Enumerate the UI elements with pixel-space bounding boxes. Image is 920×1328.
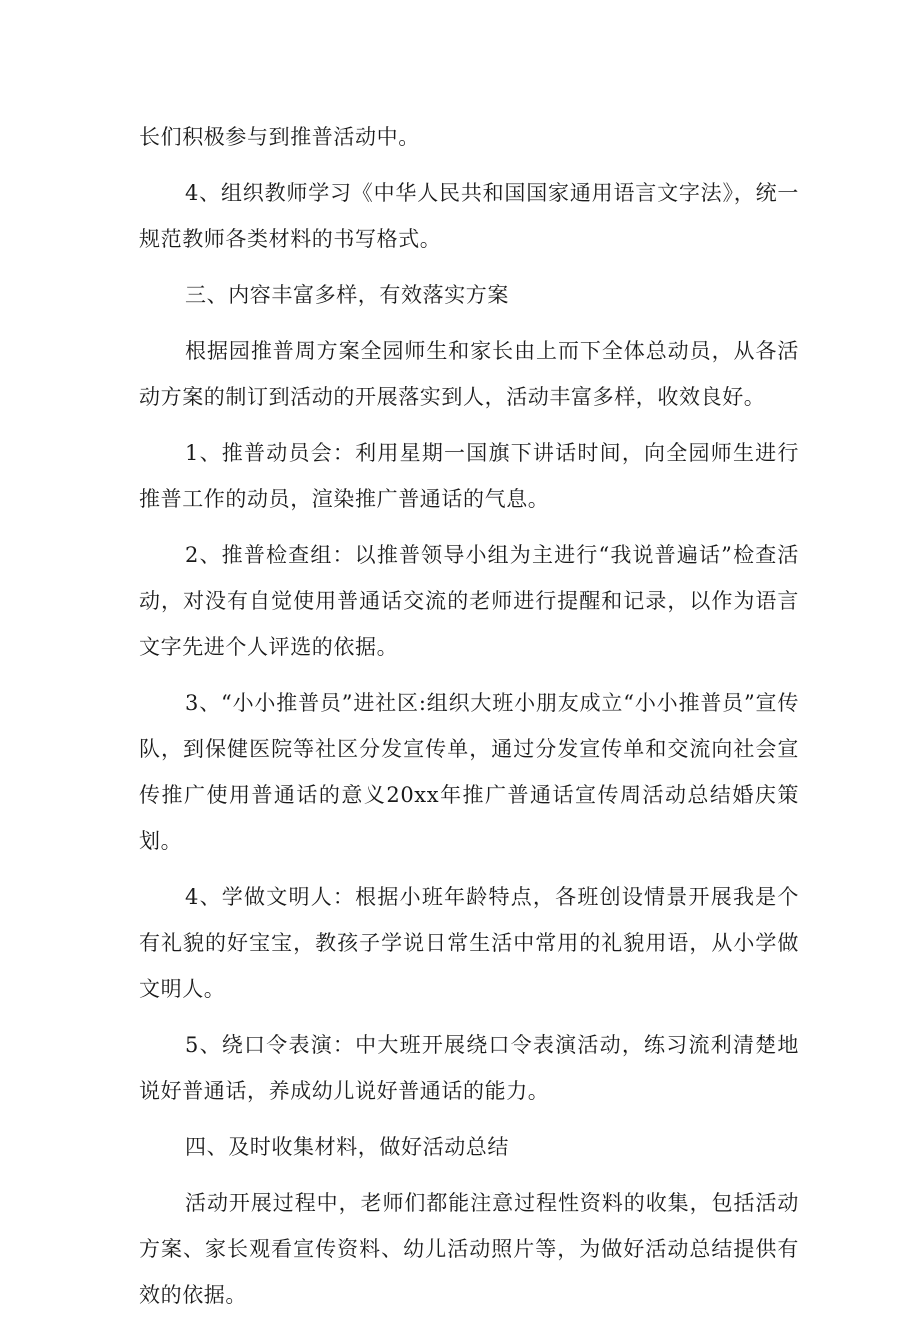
paragraph-mobilization: 根据园推普周方案全园师生和家长由上而下全体总动员，从各活动方案的制订到活动的开展落实到人，活动丰富多样，收效良好。 xyxy=(139,339,799,409)
section-heading-4: 四、及时收集材料，做好活动总结 xyxy=(185,1135,509,1159)
section-heading-3: 三、内容丰富多样，有效落实方案 xyxy=(185,283,509,307)
paragraph-item-4-law-study: 4、组织教师学习《中华人民共和国国家通用语言文字法》，统一规范教师各类材料的书写格式。 xyxy=(139,181,799,251)
document-body xyxy=(139,114,799,1328)
paragraph-continuation: 长们积极参与到推普活动中。 xyxy=(139,125,420,149)
paragraph-summary: 活动开展过程中，老师们都能注意过程性资料的收集，包括活动方案、家长观看宣传资料、幼儿活动照片等，为做好活动总结提供有效的依据。 xyxy=(139,1191,799,1307)
paragraph-item-4-civility: 4、学做文明人：根据小班年龄特点，各班创设情景开展我是个有礼貌的好宝宝，教孩子学说日常生活中常用的礼貌用语，从小学做文明人。 xyxy=(139,885,799,1001)
paragraph-item-5-tongue-twister: 5、绕口令表演：中大班开展绕口令表演活动，练习流利清楚地说好普通话，养成幼儿说好普通话的能力。 xyxy=(139,1033,799,1103)
paragraph-item-1-meeting: 1、推普动员会：利用星期一国旗下讲话时间，向全园师生进行推普工作的动员，渲染推广普通话的气息。 xyxy=(139,441,799,511)
paragraph-item-3-community: 3、“小小推普员”进社区:组织大班小朋友成立“小小推普员”宣传队，到保健医院等社区分发宣传单，通过分发宣传单和交流向社会宣传推广使用普通话的意义20xx年推广普通话宣传周活动总结婚庆策划。 xyxy=(139,691,799,853)
paragraph-item-2-inspection: 2、推普检查组：以推普领导小组为主进行“我说普遍话”检查活动，对没有自觉使用普通话交流的老师进行提醒和记录，以作为语言文字先进个人评选的依据。 xyxy=(139,543,799,659)
